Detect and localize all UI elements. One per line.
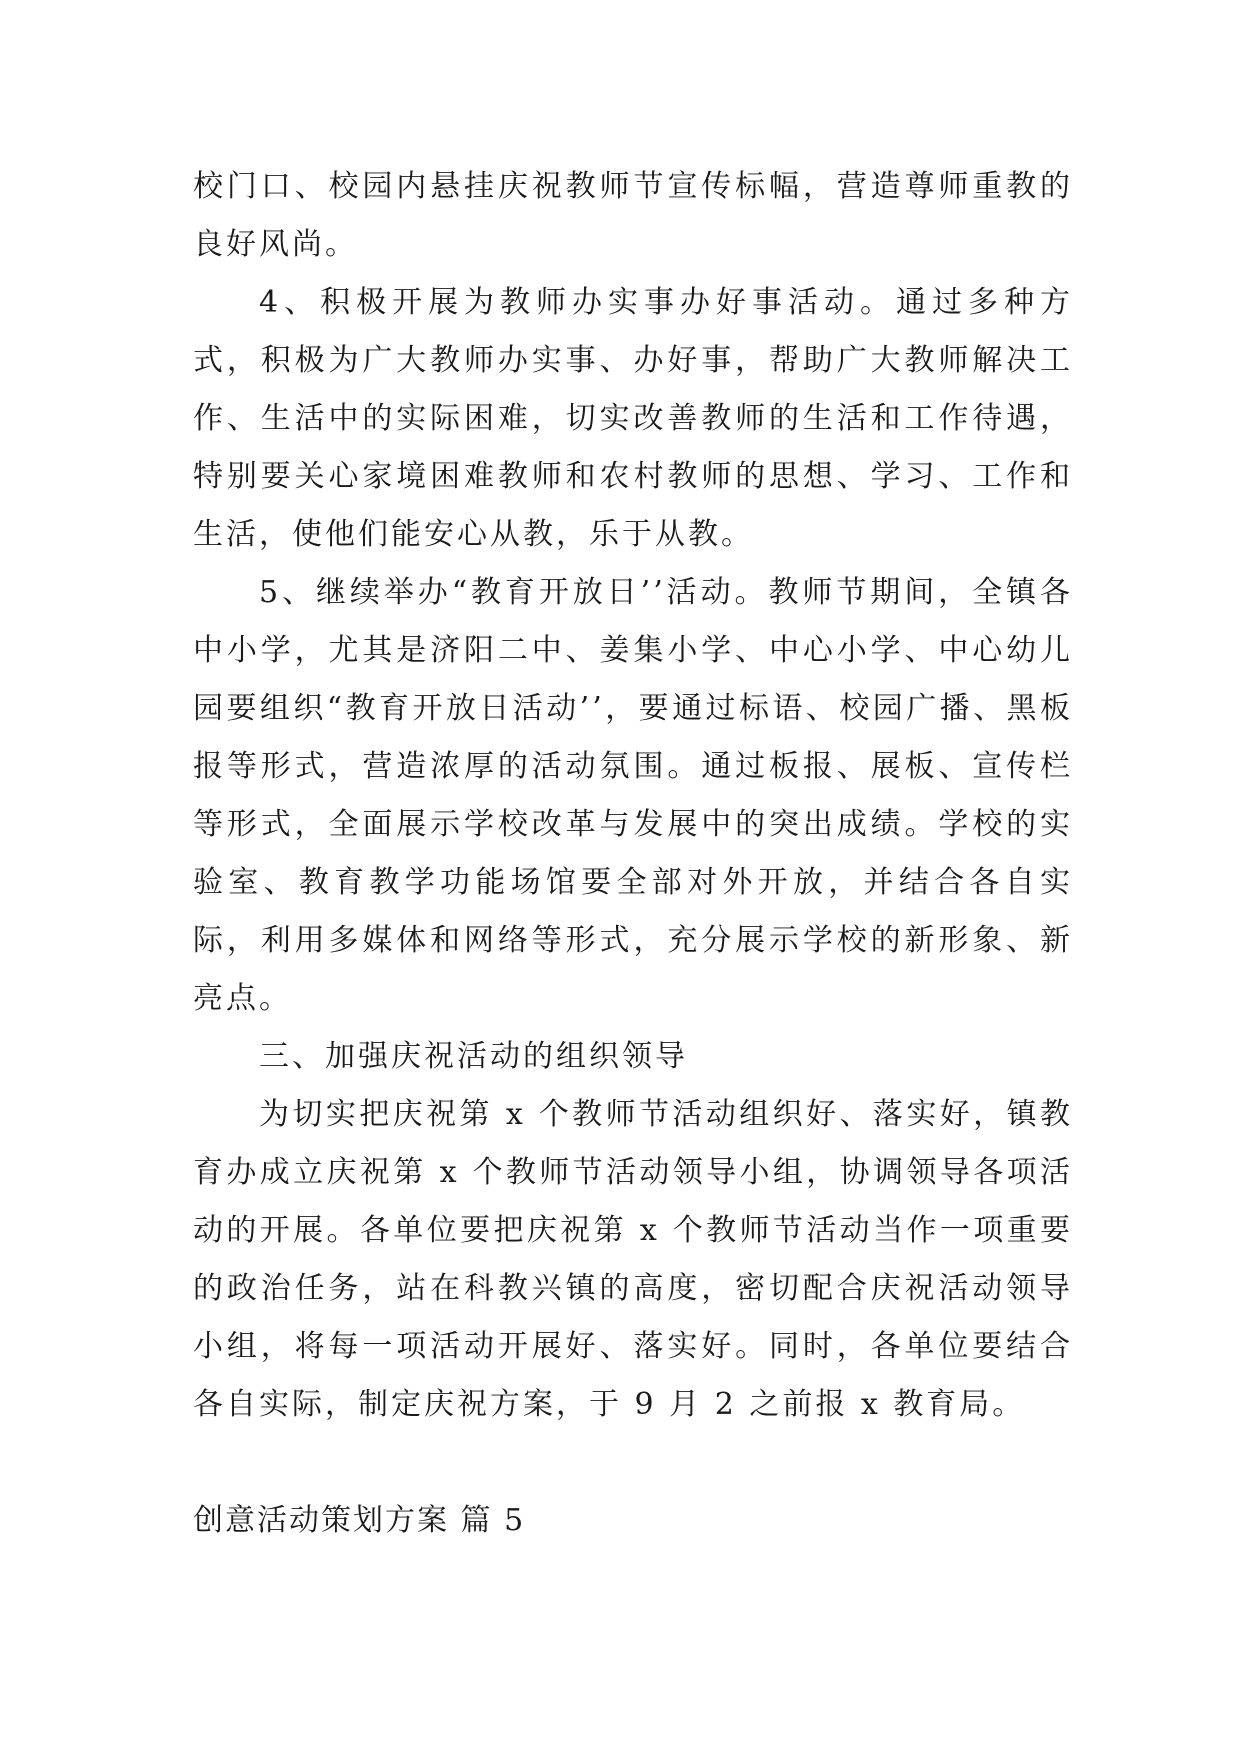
paragraph-section-three-title: 三、加强庆祝活动的组织领导 [259,1039,688,1074]
paragraph-item-5: 5、继续举办“教育开放日’’活动。教师节期间，全镇各中小学，尤其是济阳二中、姜集小学、中心小学、中心幼儿园要组织“教育开放日活动’’，要通过标语、校园广播、黑板报等形式，营造浓厚的活动氛围。通过板报、展板、宣传栏等形式，全面展示学校改革与发展中的突出成绩。学校的实验室、教育教学功能场馆要全部对外开放，并结合各自实际，利用多媒体和网络等形式，充分展示学校的新形象、新亮点。 [193,575,1073,1016]
document-body [193,158,1073,1550]
paragraph-banner: 校门口、校园内悬挂庆祝教师节宣传标幅，营造尊师重教的良好风尚。 [193,169,1073,262]
section-heading: 创意活动策划方案 篇 5 [193,1503,526,1538]
paragraph-organization: 为切实把庆祝第 x 个教师节活动组织好、落实好，镇教育办成立庆祝第 x 个教师节活动领导小组，协调领导各项活动的开展。各单位要把庆祝第 x 个教师节活动当作一项重要的政治任务，站在科教兴镇的高度，密切配合庆祝活动领导小组，将每一项活动开展好、落实好。同时，各单位要结合各自实际，制定庆祝方案，于 9 月 2 之前报 x 教育局。 [193,1097,1073,1422]
paragraph-item-4: 4、积极开展为教师办实事办好事活动。通过多种方式，积极为广大教师办实事、办好事，帮助广大教师解决工作、生活中的实际困难，切实改善教师的生活和工作待遇，特别要关心家境困难教师和农村教师的思想、学习、工作和生活，使他们能安心从教，乐于从教。 [193,285,1073,552]
paragraph-spacer [193,1434,1073,1492]
